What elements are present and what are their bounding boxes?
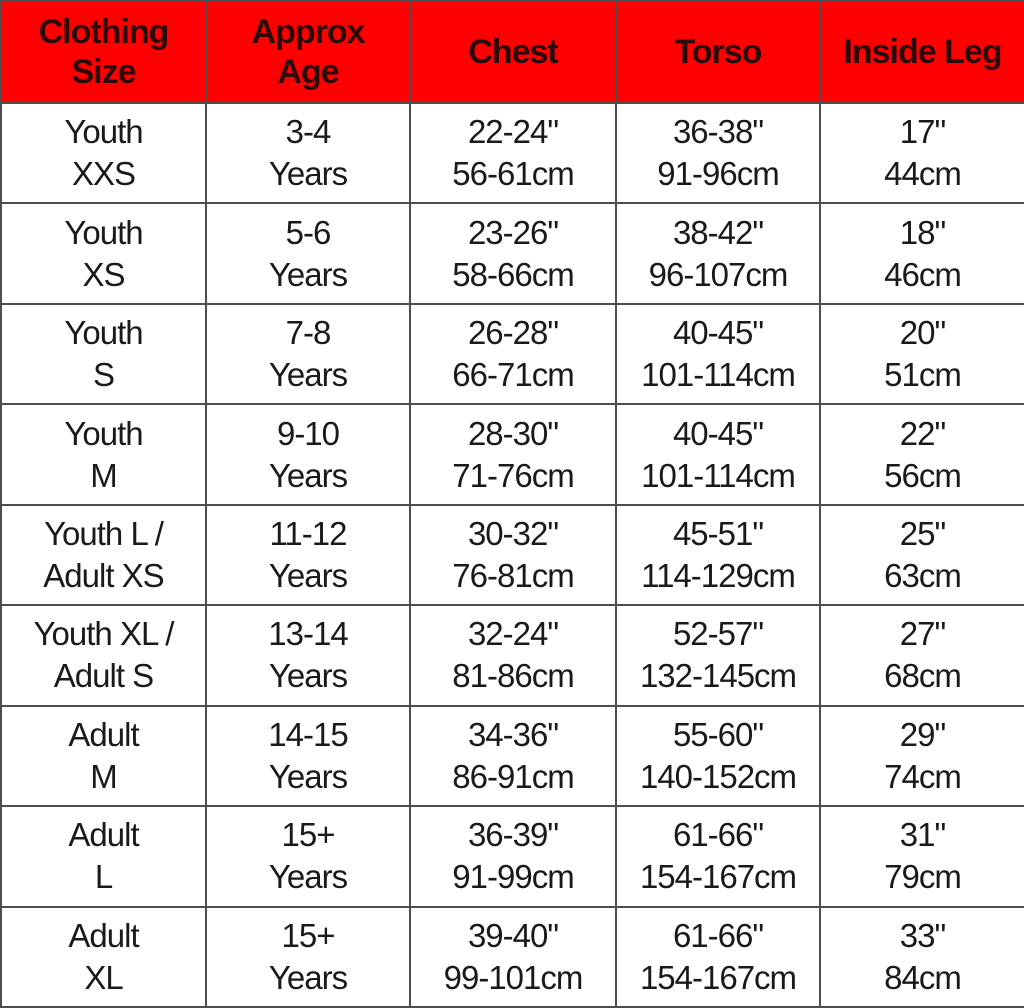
cell-clothing-size [1, 304, 206, 404]
cell-clothing-size [1, 806, 206, 906]
cell-chest [410, 706, 616, 806]
cell-line: 30-32" [467, 514, 559, 552]
cell-inside-leg [820, 304, 1024, 404]
cell-line: Youth [64, 113, 143, 151]
cell-line: 22-24" [467, 113, 559, 151]
cell-torso [616, 605, 820, 705]
cell-line: 31" [899, 816, 946, 854]
cell-line: 68cm [884, 657, 961, 695]
cell-chest [410, 103, 616, 203]
cell-inside-leg [820, 605, 1024, 705]
header-chest [410, 1, 616, 103]
cell-inside-leg [820, 103, 1024, 203]
cell-line: 15+ [281, 816, 335, 854]
cell-line: 18" [899, 213, 946, 251]
cell-line: 25" [899, 514, 946, 552]
cell-line: 5-6 [285, 213, 331, 251]
table-row [1, 304, 1024, 404]
cell-line: 9-10 [276, 414, 340, 452]
cell-line: Years [268, 958, 348, 996]
cell-line: 76-81cm [452, 556, 574, 594]
cell-line: Years [268, 356, 348, 394]
cell-torso [616, 806, 820, 906]
cell-inside-leg [820, 203, 1024, 303]
table-row [1, 505, 1024, 605]
cell-line: Years [268, 757, 348, 795]
cell-line: Youth [64, 213, 143, 251]
cell-torso [616, 907, 820, 1008]
cell-line: Adult [68, 816, 139, 854]
cell-line: L [94, 858, 113, 896]
cell-line: 114-129cm [641, 556, 795, 594]
cell-line: 61-66" [672, 916, 764, 954]
cell-line: XS [82, 255, 125, 293]
cell-line: 32-24" [467, 615, 559, 653]
table-row [1, 203, 1024, 303]
cell-torso [616, 304, 820, 404]
cell-line: XXS [71, 155, 136, 193]
header-line: Inside Leg [843, 33, 1002, 71]
cell-line: 7-8 [285, 314, 331, 352]
cell-line: Adult S [53, 657, 154, 695]
cell-line: 46cm [884, 255, 961, 293]
cell-chest [410, 203, 616, 303]
cell-line: Years [268, 657, 348, 695]
cell-line: 34-36" [467, 715, 559, 753]
cell-inside-leg [820, 404, 1024, 504]
cell-line: Adult [68, 916, 139, 954]
table-row [1, 806, 1024, 906]
cell-line: 56cm [884, 456, 961, 494]
cell-line: 56-61cm [452, 155, 574, 193]
cell-line: 101-114cm [641, 356, 795, 394]
cell-approx-age [206, 806, 410, 906]
cell-chest [410, 304, 616, 404]
cell-inside-leg [820, 806, 1024, 906]
cell-approx-age [206, 404, 410, 504]
cell-line: Youth L / [44, 514, 163, 552]
cell-line: 45-51" [672, 514, 764, 552]
cell-line: 140-152cm [639, 757, 797, 795]
cell-line: 40-45" [672, 314, 764, 352]
cell-line: 58-66cm [452, 255, 574, 293]
cell-line: Adult XS [43, 556, 164, 594]
cell-line: Years [268, 255, 348, 293]
cell-line: 99-101cm [443, 958, 583, 996]
cell-line: 101-114cm [641, 456, 795, 494]
cell-line: 22" [899, 414, 946, 452]
cell-line: 74cm [884, 757, 961, 795]
header-line: Torso [674, 33, 762, 71]
cell-line: 29" [899, 715, 946, 753]
cell-line: 79cm [884, 858, 961, 896]
cell-approx-age [206, 203, 410, 303]
cell-line: Years [268, 556, 348, 594]
cell-line: Youth [64, 314, 143, 352]
cell-line: 36-39" [467, 816, 559, 854]
cell-line: 27" [899, 615, 946, 653]
cell-approx-age [206, 706, 410, 806]
cell-line: 44cm [884, 155, 961, 193]
cell-line: 66-71cm [452, 356, 574, 394]
cell-line: 86-91cm [452, 757, 574, 795]
cell-line: 28-30" [467, 414, 559, 452]
cell-line: 13-14 [268, 615, 348, 653]
cell-line: M [90, 456, 117, 494]
table-row [1, 103, 1024, 203]
header-row [1, 1, 1024, 103]
cell-inside-leg [820, 907, 1024, 1008]
cell-line: 40-45" [672, 414, 764, 452]
cell-line: 61-66" [672, 816, 764, 854]
cell-torso [616, 103, 820, 203]
header-approx-age [206, 1, 410, 103]
cell-torso [616, 706, 820, 806]
cell-line: 55-60" [672, 715, 764, 753]
cell-line: 154-167cm [639, 858, 797, 896]
cell-line: Years [268, 155, 348, 193]
cell-line: 14-15 [268, 715, 348, 753]
cell-inside-leg [820, 706, 1024, 806]
cell-clothing-size [1, 103, 206, 203]
cell-line: 96-107cm [648, 255, 788, 293]
table-body [1, 103, 1024, 1007]
cell-line: Youth [64, 414, 143, 452]
table-row [1, 706, 1024, 806]
cell-line: 71-76cm [452, 456, 574, 494]
header-line: Age [277, 53, 339, 91]
cell-line: 23-26" [467, 213, 559, 251]
cell-line: 33" [899, 916, 946, 954]
cell-line: M [90, 757, 117, 795]
cell-chest [410, 806, 616, 906]
cell-line: Youth XL / [33, 615, 174, 653]
header-line: Clothing [38, 13, 169, 51]
cell-line: 91-96cm [657, 155, 779, 193]
cell-chest [410, 907, 616, 1008]
cell-line: 84cm [884, 958, 961, 996]
header-torso [616, 1, 820, 103]
header-line: Size [71, 53, 136, 91]
cell-line: 51cm [884, 356, 961, 394]
table-row [1, 404, 1024, 504]
cell-line: 3-4 [285, 113, 331, 151]
cell-line: 63cm [884, 556, 961, 594]
cell-clothing-size [1, 706, 206, 806]
cell-approx-age [206, 304, 410, 404]
cell-torso [616, 203, 820, 303]
cell-clothing-size [1, 505, 206, 605]
table-header [1, 1, 1024, 103]
cell-line: 11-12 [269, 514, 347, 552]
header-line: Chest [468, 33, 558, 71]
cell-clothing-size [1, 605, 206, 705]
cell-approx-age [206, 103, 410, 203]
cell-inside-leg [820, 505, 1024, 605]
cell-chest [410, 605, 616, 705]
cell-approx-age [206, 605, 410, 705]
cell-chest [410, 505, 616, 605]
cell-chest [410, 404, 616, 504]
cell-line: 15+ [281, 916, 335, 954]
cell-clothing-size [1, 203, 206, 303]
cell-line: 20" [899, 314, 946, 352]
cell-torso [616, 505, 820, 605]
cell-line: 132-145cm [639, 657, 797, 695]
header-inside-leg [820, 1, 1024, 103]
cell-line: 38-42" [672, 213, 764, 251]
cell-torso [616, 404, 820, 504]
cell-approx-age [206, 505, 410, 605]
cell-line: 154-167cm [639, 958, 797, 996]
cell-approx-age [206, 907, 410, 1008]
cell-line: 91-99cm [452, 858, 574, 896]
table-row [1, 907, 1024, 1008]
cell-line: XL [84, 958, 123, 996]
cell-line: S [92, 356, 114, 394]
cell-line: Adult [68, 715, 139, 753]
cell-clothing-size [1, 404, 206, 504]
header-line: Approx [251, 13, 365, 51]
cell-line: 36-38" [672, 113, 764, 151]
cell-line: 39-40" [467, 916, 559, 954]
cell-line: 81-86cm [452, 657, 574, 695]
cell-line: 17" [899, 113, 946, 151]
cell-line: 52-57" [672, 615, 764, 653]
table-row [1, 605, 1024, 705]
cell-line: Years [268, 456, 348, 494]
cell-line: Years [268, 858, 348, 896]
cell-line: 26-28" [467, 314, 559, 352]
cell-clothing-size [1, 907, 206, 1008]
header-clothing-size [1, 1, 206, 103]
